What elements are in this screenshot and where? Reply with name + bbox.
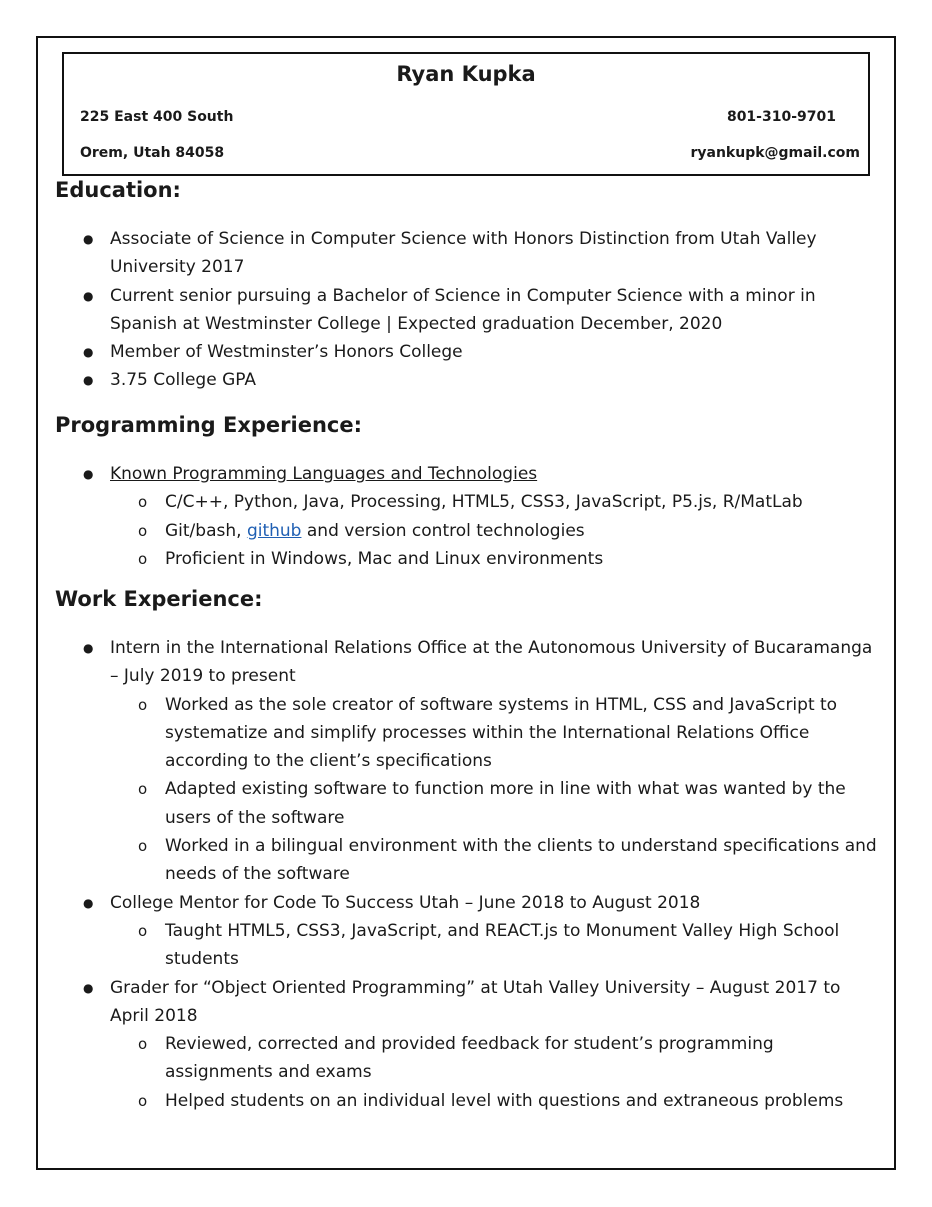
resume-page	[36, 36, 896, 1170]
job-detail: o Helped students on an individual level with questions and extraneous problems	[110, 1087, 878, 1115]
job-detail: o Worked in a bilingual environment with the clients to understand specifications and needs of the software	[110, 832, 878, 889]
job-detail: o Reviewed, corrected and provided feedback for student’s programming assignments and exams	[110, 1030, 878, 1087]
programming-heading: Known Programming Languages and Technologies	[110, 464, 538, 484]
job-item	[38, 974, 878, 1115]
environments-item: o Proficient in Windows, Mac and Linux environments	[110, 545, 878, 573]
job-title: Grader for “Object Oriented Programming” at Utah Valley University – August 2017 to April 2018	[110, 977, 841, 1026]
job-details	[110, 691, 878, 889]
github-link[interactable]: github	[246, 520, 302, 541]
job-detail: o Worked as the sole creator of software systems in HTML, CSS and JavaScript to systematize and simplify processes within the International Relations Office according to the client’s specifications	[110, 691, 878, 776]
address-line-2: Orem, Utah 84058	[80, 145, 225, 161]
job-item	[38, 889, 878, 974]
programming-sublist	[110, 488, 878, 573]
education-item: ● Current senior pursuing a Bachelor of Science in Computer Science with a minor in Spanish at Westminster College | Expected graduation December, 2020	[38, 282, 878, 339]
job-item	[38, 634, 878, 889]
git-suffix: and version control technologies	[301, 520, 585, 541]
job-detail: o Taught HTML5, CSS3, JavaScript, and REACT.js to Monument Valley High School students	[110, 917, 878, 974]
programming-list	[38, 460, 878, 573]
job-details	[110, 1030, 878, 1115]
languages-item: o C/C++, Python, Java, Processing, HTML5, CSS3, JavaScript, P5.js, R/MatLab	[110, 488, 878, 516]
education-item: ● Member of Westminster’s Honors College	[38, 338, 878, 366]
address-line-1: 225 East 400 South	[80, 109, 234, 125]
phone-number: 801-310-9701	[726, 109, 836, 125]
programming-item	[38, 460, 878, 573]
contact-header	[62, 52, 870, 176]
work-list	[38, 634, 878, 1115]
work-title: Work Experience:	[55, 587, 263, 611]
git-item	[110, 517, 878, 545]
education-list	[38, 225, 878, 395]
education-item: ● Associate of Science in Computer Science with Honors Distinction from Utah Valley University 2017	[38, 225, 878, 282]
job-details	[110, 917, 878, 974]
candidate-name: Ryan Kupka	[396, 62, 536, 86]
education-title: Education:	[55, 178, 181, 202]
job-title: College Mentor for Code To Success Utah – June 2018 to August 2018	[110, 892, 701, 913]
education-item: ● 3.75 College GPA	[38, 366, 878, 394]
email-address: ryankupk@gmail.com	[690, 145, 860, 161]
programming-title: Programming Experience:	[55, 413, 362, 437]
git-prefix: Git/bash,	[165, 520, 247, 541]
job-detail: o Adapted existing software to function more in line with what was wanted by the users of the software	[110, 775, 878, 832]
job-title: Intern in the International Relations Office at the Autonomous University of Bucaramanga – July 2019 to present	[110, 638, 873, 687]
